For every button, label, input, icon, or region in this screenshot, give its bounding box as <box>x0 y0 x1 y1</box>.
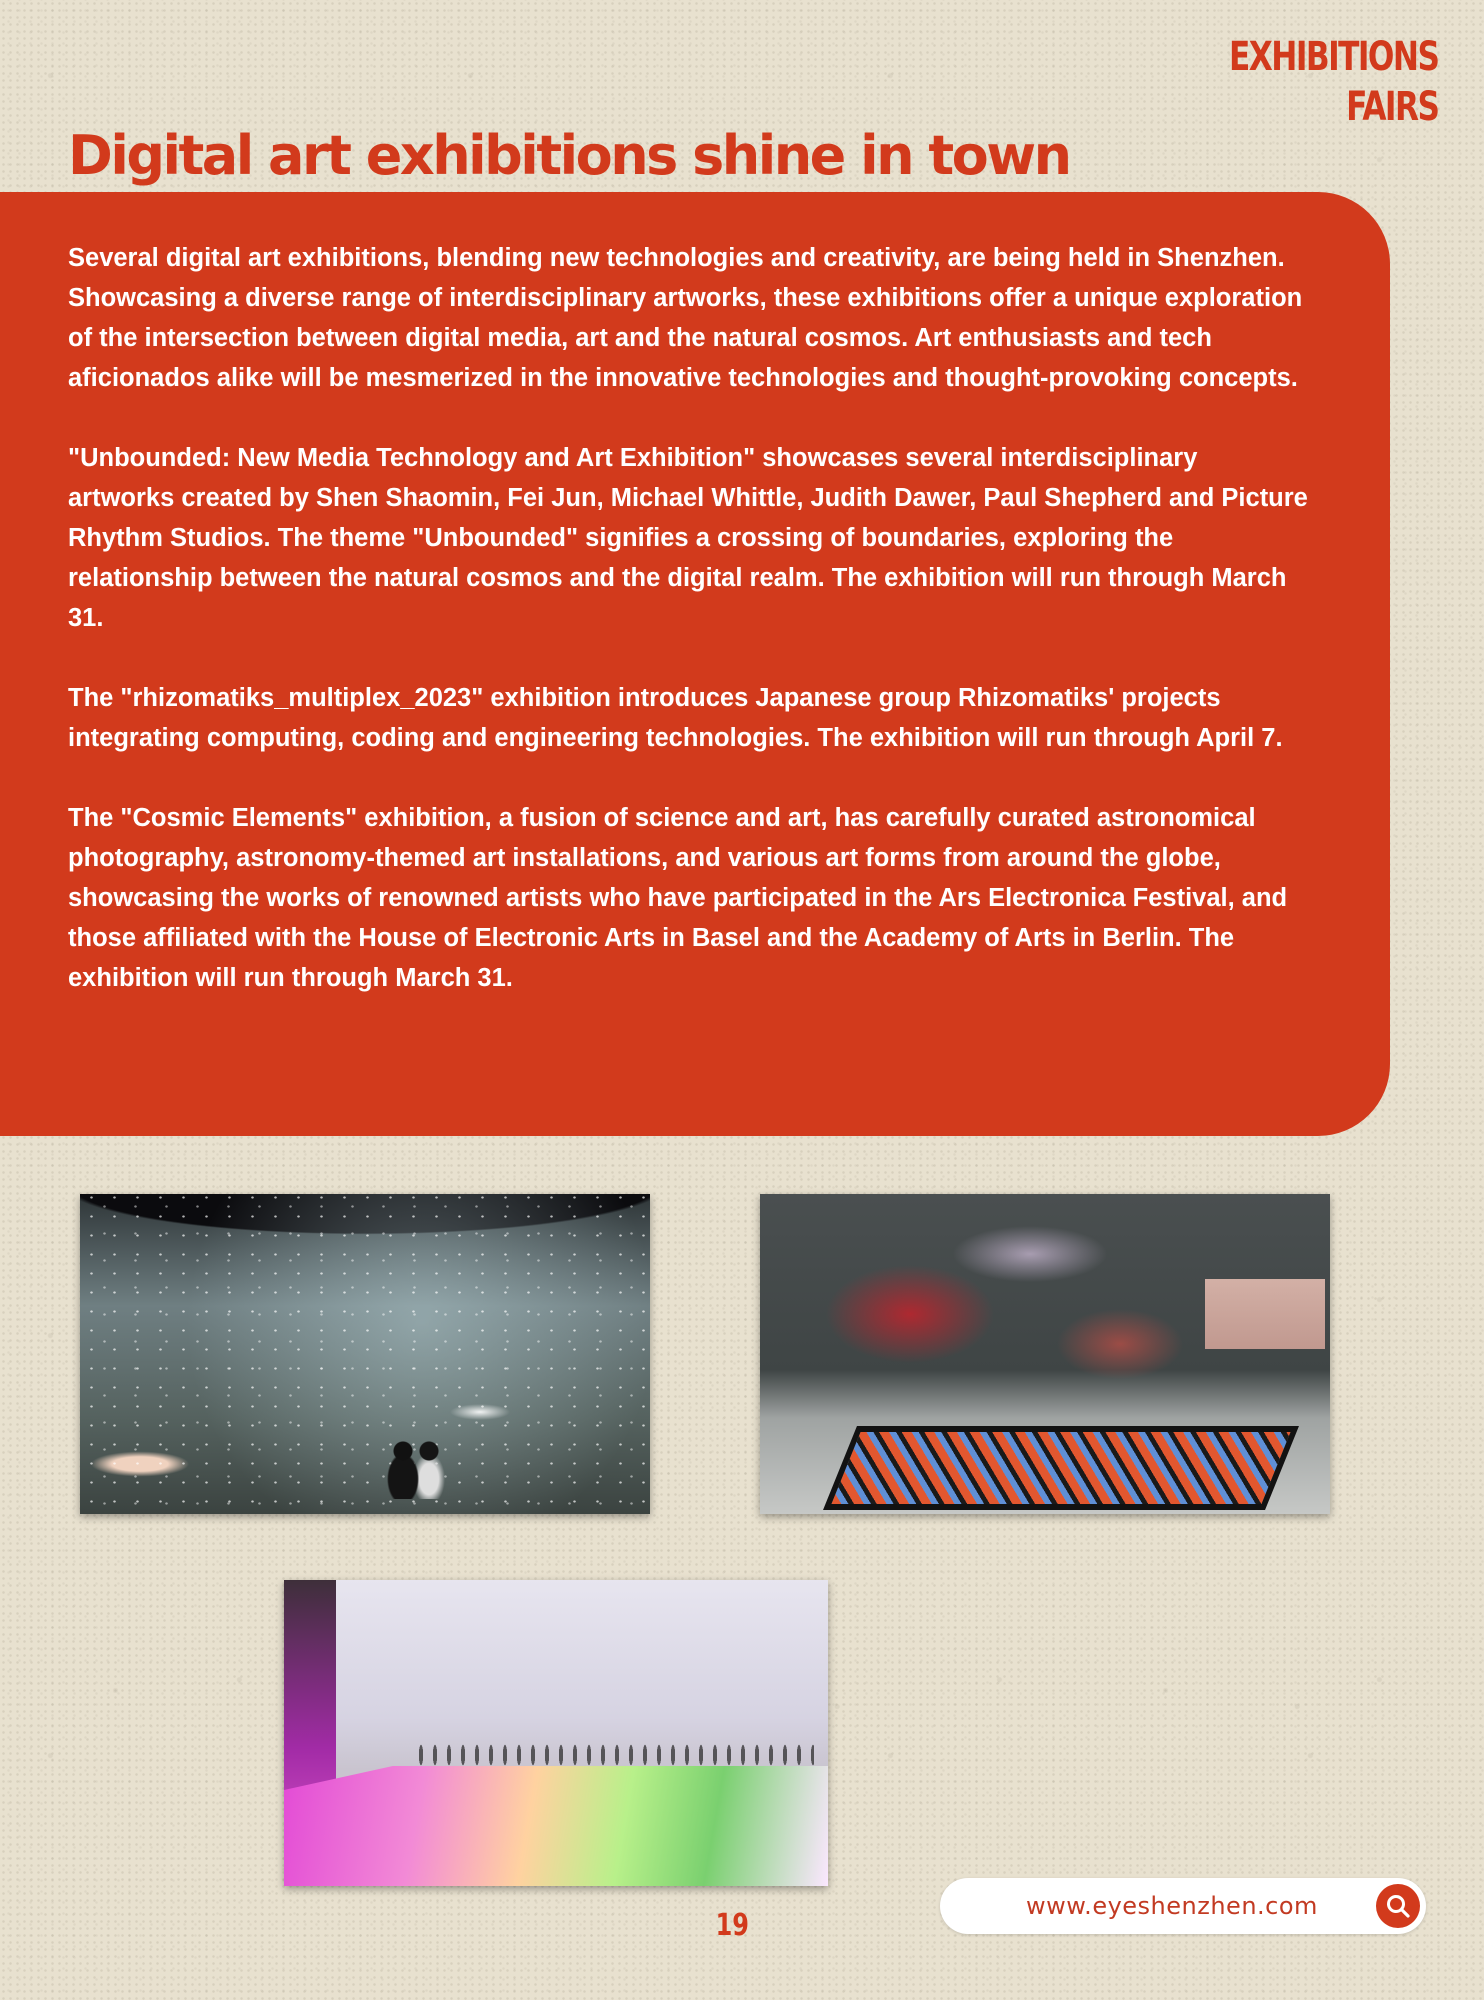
website-url[interactable]: www.eyeshenzhen.com <box>1026 1892 1318 1920</box>
article-paragraph-unbounded: "Unbounded: New Media Technology and Art Exhibition" showcases several interdisciplinary artworks created by Shen Shaomin, Fei Jun, Michael Whittle, Judith Dawer, Paul Shepherd and Picture Rhythm Studios. The theme "Unbounded" signifies a crossing of boundaries, exploring the relationship between the natural cosmos and the digital realm. The exhibition will run through March 31. <box>68 444 1308 632</box>
page-title: Digital art exhibitions shine in town <box>68 124 1070 187</box>
search-icon[interactable] <box>1376 1884 1420 1928</box>
photo-installation-gallery <box>760 1194 1330 1514</box>
photo-floor-carpet <box>823 1426 1299 1510</box>
section-label <box>1229 32 1438 132</box>
article-panel <box>0 192 1390 1136</box>
photo-stars-overlay <box>80 1194 650 1514</box>
section-label-line-fairs: FAIRS <box>1345 84 1438 130</box>
article-paragraph-cosmic-elements: The "Cosmic Elements" exhibition, a fusion of science and art, has carefully curated astronomical photography, astronomy-themed art installations, and various art forms from around the globe, showcasing the works of renowned artists who have participated in the Ars Electronica Festival, and those affiliated with the House of Electronic Arts in Basel and the Academy of Arts in Berlin. The exhibition will run through March 31. <box>68 804 1288 992</box>
photo-projected-floor <box>284 1766 828 1886</box>
photo-wall-panel <box>1205 1279 1325 1349</box>
website-link[interactable] <box>940 1878 1426 1934</box>
photo-visitors-silhouette <box>385 1439 449 1499</box>
photo-cosmic-immersive-room <box>80 1194 650 1514</box>
section-label-line-exhibitions: EXHIBITIONS <box>1228 34 1438 80</box>
photo-light-floor-hall <box>284 1580 828 1886</box>
page-number: 19 <box>715 1908 749 1943</box>
article-paragraph-rhizomatiks: The "rhizomatiks_multiplex_2023" exhibition introduces Japanese group Rhizomatiks' projects integrating computing, coding and engineering technologies. The exhibition will run through April 7. <box>68 684 1283 752</box>
article-paragraph-intro: Several digital art exhibitions, blending new technologies and creativity, are being held in Shenzhen. Showcasing a diverse range of interdisciplinary artworks, these exhibitions offer a unique exploration of the intersection between digital media, art and the natural cosmos. Art enthusiasts and tech aficionados alike will be mesmerized in the innovative technologies and thought-provoking concepts. <box>68 244 1303 392</box>
